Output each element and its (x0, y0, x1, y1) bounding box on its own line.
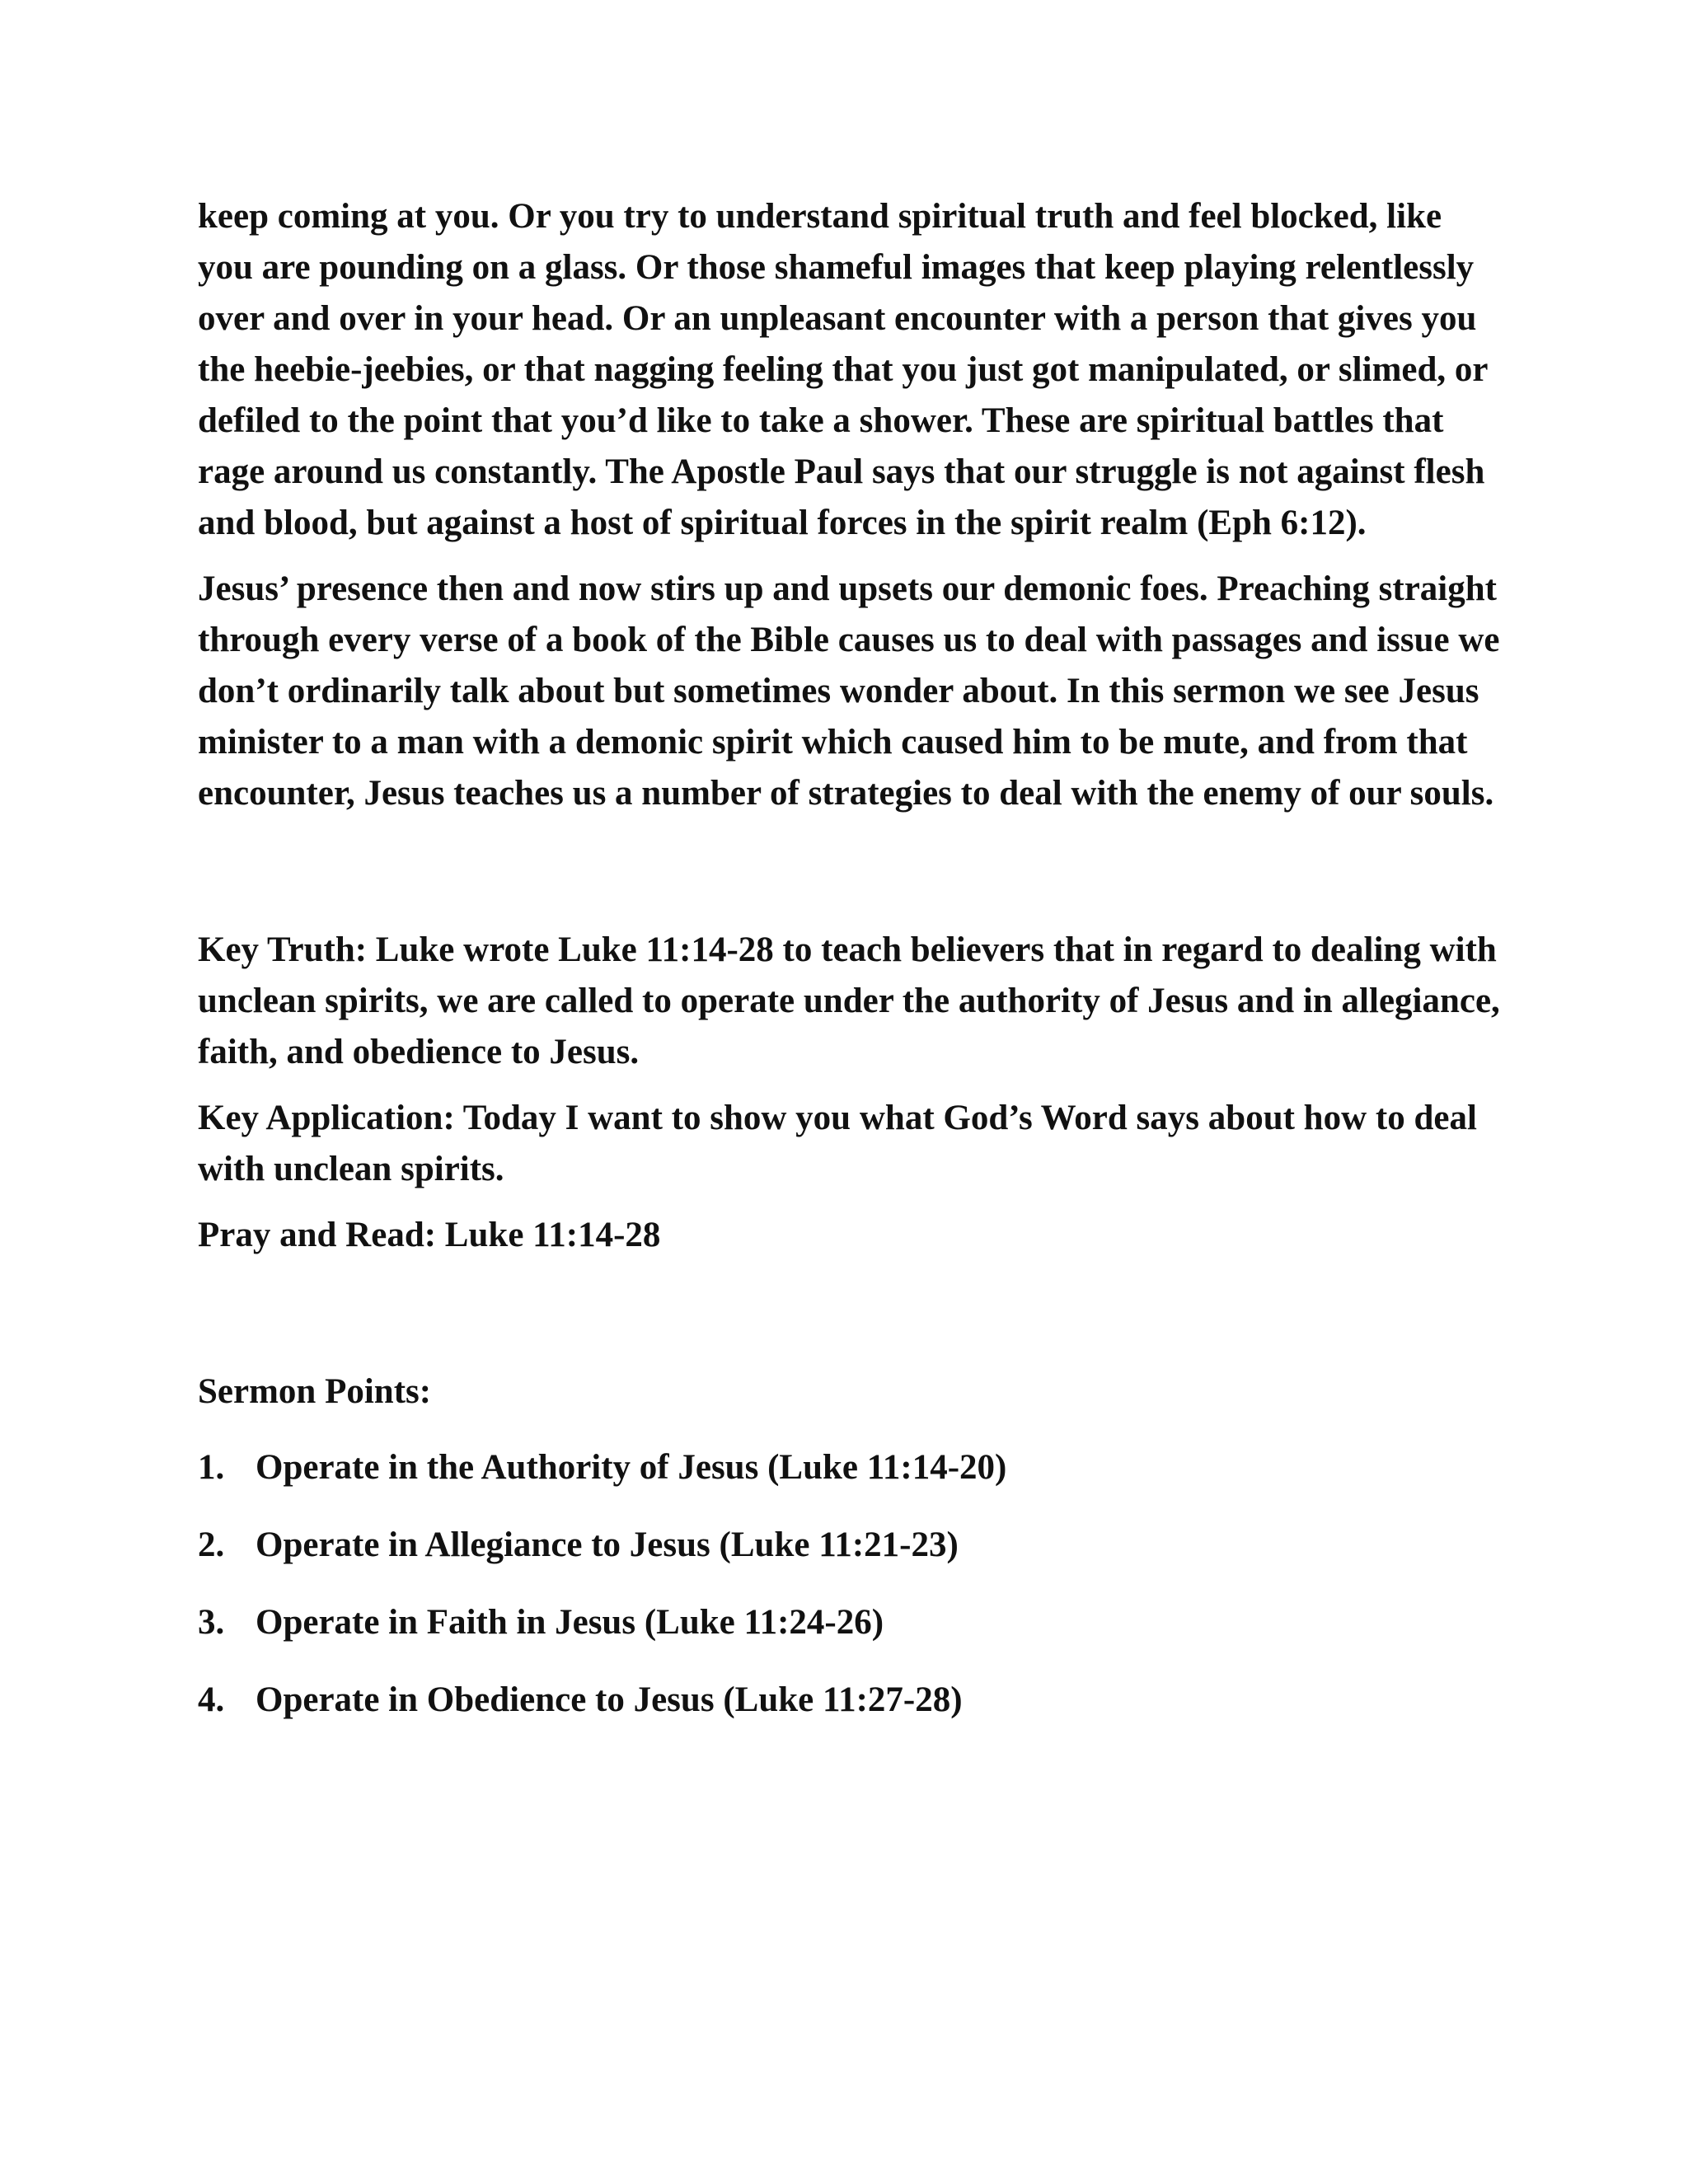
list-item-text: Operate in the Authority of Jesus (Luke 11:14-20) (256, 1448, 1007, 1487)
pray-and-read: Pray and Read: Luke 11:14-28 (198, 1216, 661, 1254)
sermon-points-heading: Sermon Points: (198, 1372, 432, 1411)
second-paragraph: Jesus’ presence then and now stirs up and upsets our demonic foes. Preaching straight through every verse of a book of the Bible causes us to deal with passages and issue we don’t ordinarily talk about but sometimes wonder about. In this sermon we see Jesus minister to a man with a demonic spirit which caused him to be mute, and from that encounter, Jesus teaches us a number of strategies to deal with the enemy of our souls. (198, 569, 1500, 813)
list-item-text: Operate in Obedience to Jesus (Luke 11:27-28) (256, 1680, 963, 1719)
list-item (198, 1520, 1500, 1571)
key-application: Key Application: Today I want to show you what God’s Word says about how to deal with unclean spirits. (198, 1099, 1477, 1188)
page-content (198, 191, 1500, 1752)
key-truth: Key Truth: Luke wrote Luke 11:14-28 to teach believers that in regard to dealing with unclean spirits, we are called to operate under the authority of Jesus and in allegiance, faith, and obedience to Jesus. (198, 930, 1500, 1071)
spacer (198, 1276, 1500, 1366)
list-item-text: Operate in Allegiance to Jesus (Luke 11:21-23) (256, 1526, 959, 1564)
list-item (198, 1597, 1500, 1648)
spacer (198, 834, 1500, 925)
list-item-number: 3. (198, 1603, 225, 1642)
list-item-number: 4. (198, 1680, 225, 1719)
list-item-number: 1. (198, 1448, 225, 1487)
list-item (198, 1442, 1500, 1493)
list-item-text: Operate in Faith in Jesus (Luke 11:24-26) (256, 1603, 884, 1642)
sermon-points-list (198, 1442, 1500, 1726)
list-item (198, 1675, 1500, 1726)
intro-paragraph: keep coming at you. Or you try to understand spiritual truth and feel blocked, like you are pounding on a glass. Or those shameful images that keep playing relentlessly over and over in your head. Or an unpleasant encounter with a person that gives you the heebie-jeebies, or that nagging feeling that you just got manipulated, or slimed, or defiled to the point that you’d like to take a shower. These are spiritual battles that rage around us constantly. The Apostle Paul says that our struggle is not against flesh and blood, but against a host of spiritual forces in the spirit realm (Eph 6:12). (198, 197, 1488, 542)
list-item-number: 2. (198, 1526, 225, 1564)
